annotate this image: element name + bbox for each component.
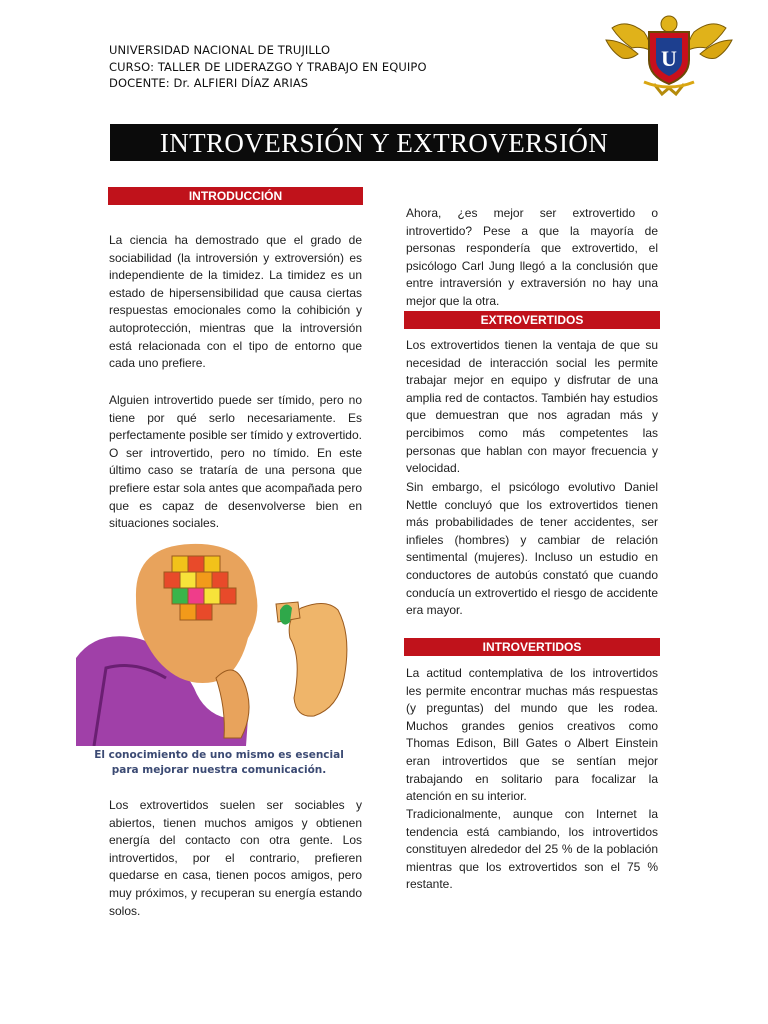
intro-paragraph-1: La ciencia ha demostrado que el grado de sociabilidad (la introversión y extroversión) es independiente de la timidez. La timidez es un estado de hipersensibilidad que causa ciertas respuestas emocionales como la cohibición y autoprotección, mientras que la introversión está relacionada con el tipo de entorno que cada uno prefiere. <box>109 233 362 371</box>
svg-text:U: U <box>661 46 677 71</box>
section-heading-introvertidos: INTROVERTIDOS <box>404 638 660 656</box>
right-paragraph-3: Sin embargo, el psicólogo evolutivo Daniel Nettle concluyó que los extrovertidos tienen más probabilidades de tener accidentes, ser infieles (hombres) y cambiar de relación sentimental (mujeres). Incluso un estudio en conductores de autobús constató que cuando conducía un extrovertido el riesgo de accidente era mayor. <box>406 480 658 618</box>
left-paragraph-3: Los extrovertidos suelen ser sociables y abiertos, tienen muchos amigos y obtienen energía del contacto con otra gente. Los introvertidos, por el contrario, prefieren quedarse en casa, tienen pocos amigos, pero muy próximos, y recuperan su energía estando solos. <box>109 798 362 918</box>
right-paragraph-1: Ahora, ¿es mejor ser extrovertido o introvertido? Pese a que la mayoría de personas respondería que extrovertido, el psicólogo Carl Jung llegó a la conclusión que entre intraversión y extraversión no hay una mejor que la otra. <box>406 206 658 308</box>
illustration-caption: El conocimiento de uno mismo es esencial para mejorar nuestra comunicación. <box>94 749 344 776</box>
course-name: CURSO: TALLER DE LIDERAZGO Y TRABAJO EN EQUIPO <box>109 59 427 74</box>
right-paragraph-4: La actitud contemplativa de los introvertidos les permite encontrar muchas más respuestas (y preguntas) del mundo que les rodea. Muchos grandes genios creativos como Thomas Edison, Bill Gates o Albert Einstein eran introvertidos que se sentían mejor trabajando en solitario para focalizar la atención en su interior. <box>406 666 658 804</box>
university-name: UNIVERSIDAD NACIONAL DE TRUJILLO <box>109 43 331 57</box>
section-heading-introduccion: INTRODUCCIÓN <box>108 187 363 205</box>
document-header <box>109 42 427 92</box>
section-heading-extrovertidos: EXTROVERTIDOS <box>404 311 660 329</box>
teacher-name: DOCENTE: Dr. ALFIERI DÍAZ ARIAS <box>109 76 309 90</box>
thinking-head-puzzle-illustration <box>76 538 354 746</box>
university-crest-logo <box>604 10 734 98</box>
right-paragraph-2: Los extrovertidos tienen la ventaja de que su necesidad de interacción social les permite trabajar mejor en equipo y disfrutar de una amplia red de contactos. También hay estudios que demuestran que nos agradan más y percibimos como más competentes las personas que hablan con mayor frecuencia y velocidad. <box>406 338 658 476</box>
right-paragraph-5: Tradicionalmente, aunque con Internet la tendencia está cambiando, los introvertidos constituyen alrededor del 25 % de la población mientras que los extrovertidos son el 75 % restante. <box>406 807 658 892</box>
intro-paragraph-2: Alguien introvertido puede ser tímido, pero no tiene por qué serlo necesariamente. Es perfectamente posible ser tímido y extrovertido. O ser introvertido, pero no tímido. En este último caso se trataría de una persona que prefiere estar sola antes que acompañada pero que es capaz de desenvolverse bien en situaciones sociales. <box>109 393 362 531</box>
page-title: INTROVERSIÓN Y EXTROVERSIÓN <box>110 124 658 161</box>
